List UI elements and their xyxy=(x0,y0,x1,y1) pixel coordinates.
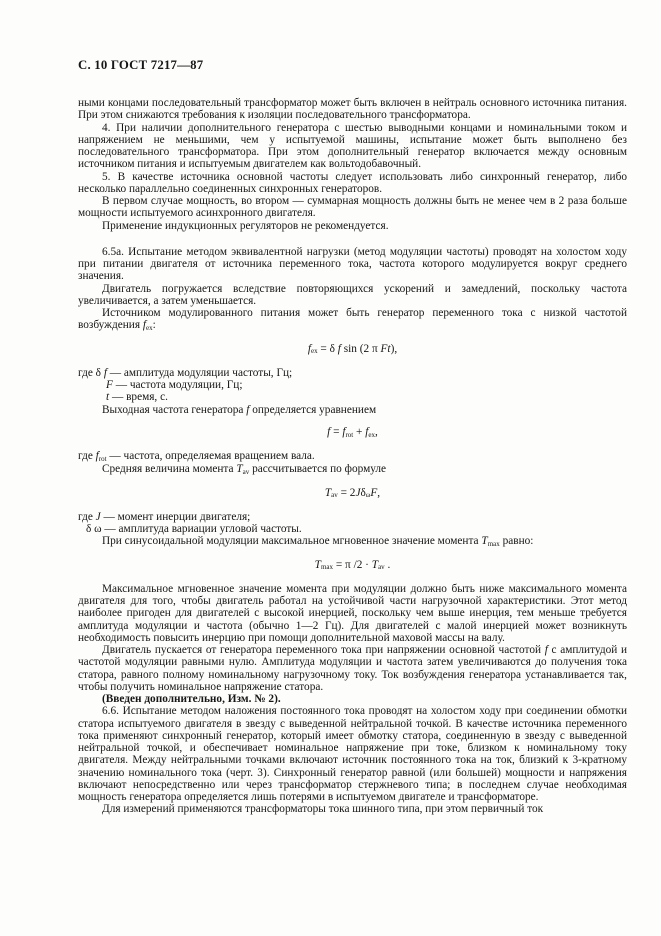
text-run: δ xyxy=(360,486,366,499)
formula-fex xyxy=(78,343,627,356)
text-run: — время, с. xyxy=(109,391,168,404)
text-run: max xyxy=(320,563,334,572)
text-run: T xyxy=(236,463,243,476)
text-run: J xyxy=(95,510,101,523)
text-run: ными концами последовательный трансформатор может быть включен в нейтраль основного источника питания. При этом снижаются требования к изоляции последовательного трансформатора. xyxy=(78,97,627,122)
formula-tmax xyxy=(78,559,627,572)
definition-line xyxy=(78,391,627,403)
text-run: Двигатель пускается от генератора переменного тока при напряжении основной частотой xyxy=(102,644,545,656)
text-run: где xyxy=(78,510,96,523)
text-run: ), xyxy=(390,342,398,355)
text-run: ex xyxy=(310,347,318,356)
text-run: f xyxy=(337,342,341,355)
definition-line xyxy=(78,367,627,379)
definition-line xyxy=(78,523,627,535)
text-run: , xyxy=(375,425,378,438)
text-run: . xyxy=(384,558,391,571)
text-run: ex xyxy=(146,324,153,333)
text-run: ex xyxy=(368,430,376,439)
text-run: 4. При наличии дополнительного генератора с шестью выводными концами и номинальными током и напряжением не меньшими, чем у испытуемой машины, испытание может быть выполнено без последовательного трансформатора. При этом дополнительный генератор включается между основным источником питания и испытуемым двигателем как вольтодобавочный. xyxy=(78,121,627,171)
text-run: определяется уравнением xyxy=(249,403,377,416)
paragraph xyxy=(78,535,627,548)
formula-f xyxy=(78,426,627,439)
text-run: — амплитуда модуляции частоты, Гц; xyxy=(106,366,293,379)
paragraph-section-6-6 xyxy=(78,705,627,803)
text-run: T xyxy=(481,535,488,548)
text-run: f xyxy=(103,366,107,379)
text-run: — момент инерции двигателя; xyxy=(100,510,251,523)
text-run: — частота модуляции, Гц; xyxy=(112,379,243,391)
text-run: Выходная частота генератора xyxy=(102,403,247,416)
text-run: f xyxy=(95,450,99,462)
text-run: При синусоидальной модуляции максимальное мгновенное значение момента xyxy=(102,535,482,548)
text-run: ω xyxy=(365,491,371,500)
text-run: = δ xyxy=(317,342,338,355)
text-run: F xyxy=(106,379,113,391)
paragraph xyxy=(78,307,627,333)
paragraph xyxy=(78,283,627,308)
text-run: = xyxy=(330,425,343,438)
paragraph xyxy=(78,644,627,693)
text-run: 5. В качестве источника основной частоты следует использовать либо синхронный генератор, либо несколько параллельно соединенных синхронных генераторов. xyxy=(78,170,627,195)
text-run: Средняя величина момента xyxy=(102,463,237,476)
text-run: + xyxy=(353,425,366,438)
paragraph-item-5 xyxy=(78,171,627,196)
text-run: av xyxy=(331,491,338,500)
text-run: f xyxy=(342,425,346,438)
text-run: 6.5а. Испытание методом эквивалентной нагрузки (метод модуляции частоты) проводят на холостом ходу при питании двигателя от источника переменного тока, частота которого модулируется вокруг среднего значения. xyxy=(78,245,627,283)
text-run: f xyxy=(246,403,250,416)
paragraph xyxy=(78,583,627,644)
text-run: t xyxy=(106,391,110,404)
amendment-note xyxy=(78,693,627,705)
text-run: 6.6. Испытание методом наложения постоянного тока проводят на холостом ходу при соединении обмотки статора испытуемого двигателя в звезду с выведенной нейтральной точкой. В качестве источника переменного тока применяют синхронный генератор, который имеет обмотку статора, соединенную в звезду с выведенной нейтральной точкой, и обеспечивает номинальное напряжение при токе, близком к номинальному току двигателя. Между нейтральными точками включают источник постоянного тока на ток, близкий к 3-кратному значению номинального тока (черт. 3). Синхронный генератор равной (или большей) мощности и напряжения включают непосредственно или через трансформатор стержневого типа; в последнем случае необходимая мощность генератора определяется лишь потерями в испытуемом двигателе и трансформаторе. xyxy=(78,705,627,803)
document-body xyxy=(78,97,627,816)
text-run: = π /2 · xyxy=(333,558,372,571)
text-run: Максимальное мгновенное значение момента при модуляции должно быть ниже максимального момента двигателя для того, чтобы двигатель работал на устойчивой части нагрузочной характеристики. Этот метод наиболее пригоден для двигателей с высокой инерцией, поскольку чем выше инерция, тем меньше требуется амплитуда модуляции и частота (обычно 1—2 Гц). Для двигателей с малой инерцией может возникнуть необходимость повысить инерцию при помощи дополнительной маховой массы на валу. xyxy=(78,582,627,644)
paragraph xyxy=(78,803,627,815)
definition-line xyxy=(78,511,627,523)
text-run: av xyxy=(242,468,250,477)
text-run: T xyxy=(324,486,332,499)
text-run: T xyxy=(371,558,379,571)
text-run: f xyxy=(365,425,369,438)
continuation-paragraph xyxy=(78,97,627,122)
text-run: где δ xyxy=(78,366,104,379)
text-run: f xyxy=(307,342,311,355)
text-run: рассчитывается по формуле xyxy=(249,463,387,476)
text-run: f xyxy=(327,425,331,438)
text-run: F xyxy=(370,486,378,499)
text-run: — частота, определяемая вращением вала. xyxy=(106,450,315,462)
text-run: f xyxy=(544,644,548,656)
paragraph xyxy=(78,404,627,416)
text-run: где xyxy=(78,450,96,462)
paragraph-item-4 xyxy=(78,122,627,171)
text-run: Источником модулированного питания может быть генератор переменного тока с низкой частотой возбуждения xyxy=(78,307,627,332)
definition-line xyxy=(78,379,627,391)
text-run: rot xyxy=(98,454,107,463)
paragraph xyxy=(78,195,627,220)
text-run: с амплитудой и частотой модуляции равными нулю. Амплитуда модуляции и частота затем увеличиваются до получения тока статора, равного полному номинальному нагрузочному току. Ток возбуждения генератора устанавливается так, чтобы получить номинальное напряжение статора. xyxy=(78,644,627,693)
text-run: (Введен дополнительно, Изм. № 2). xyxy=(102,693,281,705)
text-run: sin (2 π xyxy=(340,342,381,355)
text-run: = 2 xyxy=(337,486,356,499)
text-run: , xyxy=(377,486,381,499)
paragraph xyxy=(78,220,627,232)
text-run: Двигатель погружается вследствие повторяющихся ускорений и замедлений, поскольку частота увеличивается, а затем уменьшается. xyxy=(78,282,627,307)
text-run: Ft xyxy=(380,342,391,355)
text-run: В первом случае мощность, во втором — суммарная мощность должны быть не менее чем в 2 раза больше мощности испытуемого асинхронного двигателя. xyxy=(78,195,627,220)
text-column xyxy=(78,58,627,816)
text-run: : xyxy=(152,319,156,332)
paragraph xyxy=(78,463,627,476)
text-run: f xyxy=(142,319,147,332)
text-run: равно: xyxy=(499,535,534,548)
text-run: av xyxy=(378,563,385,572)
text-run: max xyxy=(487,540,500,549)
text-run: J xyxy=(355,486,361,499)
text-run: Применение индукционных регуляторов не рекомендуется. xyxy=(102,219,389,232)
text-run: δ ω — амплитуда вариации угловой частоты. xyxy=(86,523,302,535)
text-run: rot xyxy=(345,430,354,439)
definition-line xyxy=(78,450,627,463)
text-run: T xyxy=(314,558,321,571)
page-header: С. 10 ГОСТ 7217—87 xyxy=(78,58,204,72)
text-run: Для измерений применяются трансформаторы тока шинного типа, при этом первичный ток xyxy=(102,803,544,816)
paragraph-section-6-5a xyxy=(78,246,627,283)
formula-tav xyxy=(78,487,627,500)
